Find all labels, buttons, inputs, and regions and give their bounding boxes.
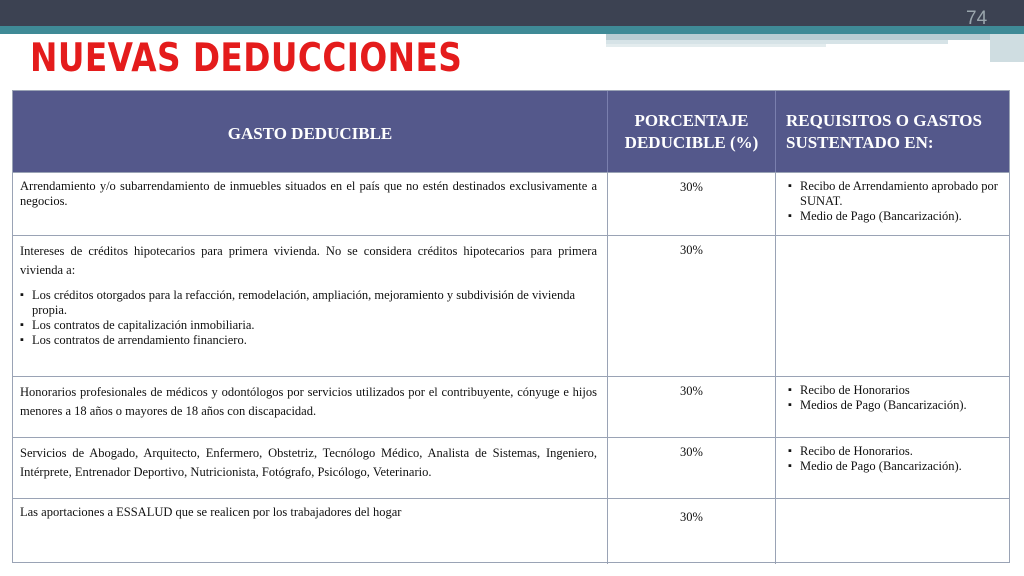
requisito-item: ▪ Recibo de Arrendamiento aprobado por SUNAT.	[788, 179, 1003, 209]
requisito-item: ▪ Medio de Pago (Bancarización).	[788, 459, 1003, 474]
porcentaje-cell	[607, 236, 775, 376]
gasto-cell	[13, 236, 607, 376]
porcentaje-value: 30%	[680, 445, 703, 459]
requisito-item: ▪ Recibo de Honorarios	[788, 383, 1003, 398]
slide-title: NUEVAS DEDUCCIONES	[30, 36, 463, 81]
porcentaje-cell	[607, 377, 775, 437]
requisitos-list	[776, 438, 1009, 474]
table-row	[13, 499, 1009, 564]
requisitos-cell	[775, 236, 1009, 376]
header-gasto-deducible: GASTO DEDUCIBLE	[227, 123, 393, 143]
top-teal-band	[0, 26, 1024, 34]
gasto-cell	[13, 499, 607, 564]
deductions-table	[12, 90, 1010, 563]
top-right-block	[990, 34, 1024, 62]
top-light-band-3	[606, 44, 826, 47]
gasto-text: Servicios de Abogado, Arquitecto, Enfermero, Obstetriz, Tecnólogo Médico, Analista de Sistemas, Ingeniero, Intérprete, Entrenador Deportivo, Nutricionista, Fotógrafo, Psicólogo, Veterinario.	[20, 446, 597, 479]
table-row	[13, 236, 1009, 377]
header-requisitos: REQUISITOS O GASTOS SUSTENTADO EN:	[775, 91, 1009, 172]
requisitos-cell	[775, 438, 1009, 498]
table-row	[13, 377, 1009, 438]
table-row	[13, 438, 1009, 499]
requisito-item: ▪ Medio de Pago (Bancarización).	[788, 209, 1003, 224]
requisitos-list	[776, 377, 1009, 413]
requisitos-cell	[775, 377, 1009, 437]
gasto-text: Honorarios profesionales de médicos y odontólogos por servicios utilizados por el contribuyente, cónyuge e hijos menores a 18 años o mayores de 18 años con discapacidad.	[20, 385, 597, 418]
requisito-item: ▪ Medios de Pago (Bancarización).	[788, 398, 1003, 413]
porcentaje-value: 30%	[680, 384, 703, 398]
gasto-text: Las aportaciones a ESSALUD que se realicen por los trabajadores del hogar	[20, 505, 402, 519]
porcentaje-value: 30%	[680, 180, 703, 194]
porcentaje-value: 30%	[680, 243, 703, 257]
porcentaje-cell	[607, 499, 775, 564]
requisitos-cell	[775, 173, 1009, 235]
requisitos-cell	[775, 499, 1009, 564]
gasto-text: Intereses de créditos hipotecarios para primera vivienda. No se considera créditos hipotecarios para primera vivienda a:	[20, 244, 597, 277]
header-porcentaje: PORCENTAJE DEDUCIBLE (%)	[607, 91, 775, 172]
gasto-cell	[13, 377, 607, 437]
gasto-text: Arrendamiento y/o subarrendamiento de inmuebles situados en el país que no estén destinados exclusivamente a negocios.	[20, 179, 597, 208]
porcentaje-cell	[607, 173, 775, 235]
porcentaje-cell	[607, 438, 775, 498]
gasto-exclusion-item: ▪ Los contratos de capitalización inmobiliaria.	[20, 318, 597, 333]
table-header-row	[13, 91, 1009, 173]
gasto-cell	[13, 173, 607, 235]
porcentaje-value: 30%	[680, 510, 703, 524]
requisitos-list	[776, 173, 1009, 224]
gasto-exclusion-item: ▪ Los contratos de arrendamiento financiero.	[20, 333, 597, 348]
gasto-exclusion-item: ▪ Los créditos otorgados para la refacción, remodelación, ampliación, mejoramiento y subdivisión de vivienda propia.	[20, 288, 597, 318]
requisito-item: ▪ Recibo de Honorarios.	[788, 444, 1003, 459]
top-dark-band	[0, 0, 1024, 26]
gasto-cell	[13, 438, 607, 498]
gasto-exclusions-list	[13, 280, 607, 348]
table-row	[13, 173, 1009, 236]
slide-number: 74	[966, 8, 988, 29]
